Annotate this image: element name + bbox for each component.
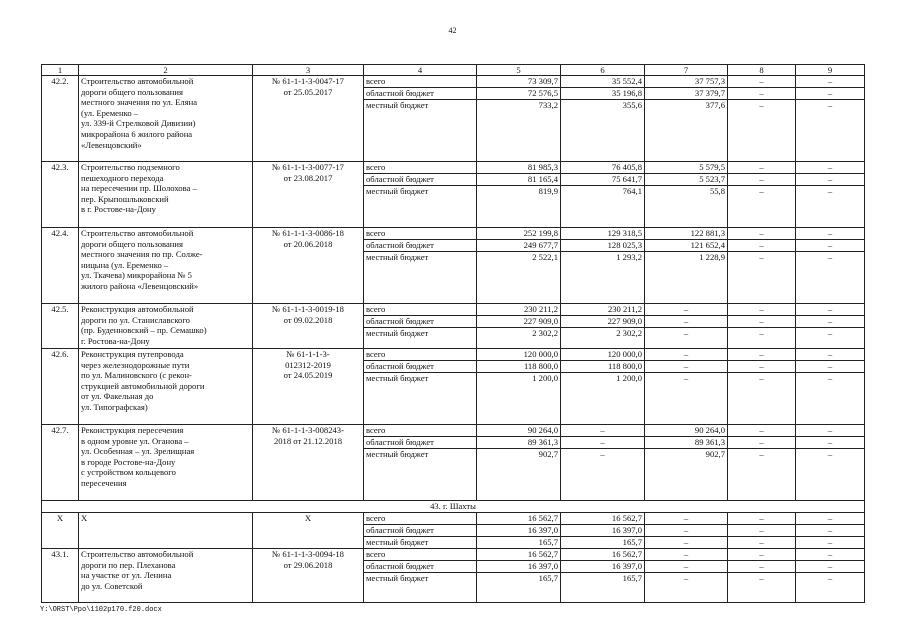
- amount-cell: –: [796, 162, 865, 174]
- amount-cell: –: [645, 549, 728, 561]
- amount-cell: –: [645, 537, 728, 549]
- column-number-5: 5: [477, 65, 561, 76]
- amount-cell: –: [796, 328, 865, 349]
- amount-cell: 230 211,2: [561, 304, 645, 316]
- funding-source: местный бюджет: [364, 449, 477, 501]
- document-number: № 61-1-1-3-0086-18 от 20.06.2018: [253, 228, 364, 304]
- object-name: Строительство автомобильной дороги по пер. Плеханова на участке от ул. Ленина до ул. Советской: [79, 549, 253, 603]
- amount-cell: 118 800,0: [477, 361, 561, 373]
- amount-cell: –: [796, 304, 865, 316]
- amount-cell: 165,7: [477, 573, 561, 603]
- amount-cell: –: [796, 100, 865, 162]
- amount-cell: –: [645, 373, 728, 425]
- funding-source: местный бюджет: [364, 537, 477, 549]
- amount-cell: –: [728, 349, 796, 361]
- row-number: 42.2.: [42, 76, 79, 162]
- funding-source: областной бюджет: [364, 316, 477, 328]
- amount-cell: 252 199,8: [477, 228, 561, 240]
- funding-source: областной бюджет: [364, 525, 477, 537]
- funding-source: всего: [364, 162, 477, 174]
- object-name: Х: [79, 513, 253, 549]
- amount-cell: 165,7: [561, 537, 645, 549]
- amount-cell: 16 562,7: [561, 549, 645, 561]
- amount-cell: –: [645, 361, 728, 373]
- amount-cell: 128 025,3: [561, 240, 645, 252]
- amount-cell: 37 379,7: [645, 88, 728, 100]
- amount-cell: –: [561, 437, 645, 449]
- amount-cell: 165,7: [561, 573, 645, 603]
- column-number-9: 9: [796, 65, 865, 76]
- amount-cell: –: [645, 316, 728, 328]
- amount-cell: 16 562,7: [561, 513, 645, 525]
- amount-cell: –: [728, 174, 796, 186]
- funding-source: областной бюджет: [364, 437, 477, 449]
- amount-cell: 73 309,7: [477, 76, 561, 88]
- column-number-4: 4: [364, 65, 477, 76]
- amount-cell: 377,6: [645, 100, 728, 162]
- amount-cell: –: [796, 537, 865, 549]
- amount-cell: 230 211,2: [477, 304, 561, 316]
- amount-cell: –: [796, 549, 865, 561]
- funding-source: областной бюджет: [364, 361, 477, 373]
- amount-cell: 129 318,5: [561, 228, 645, 240]
- table-row: [42, 425, 865, 437]
- amount-cell: 2 302,2: [561, 328, 645, 349]
- object-name: Реконструкция пересечения в одном уровне ул. Оганова – ул. Особенная – ул. Зрелищная в городе Ростове-на-Дону с устройством кольцевого пересечения: [79, 425, 253, 501]
- amount-cell: 89 361,3: [645, 437, 728, 449]
- amount-cell: –: [728, 549, 796, 561]
- amount-cell: –: [796, 449, 865, 501]
- amount-cell: –: [796, 228, 865, 240]
- object-name: Реконструкция путепровода через железнодорожные пути по ул. Малиновского (с рекон- струкцией автомобильной дороги от ул. Факельная до ул. Типографская): [79, 349, 253, 425]
- amount-cell: 90 264,0: [645, 425, 728, 437]
- amount-cell: 249 677,7: [477, 240, 561, 252]
- amount-cell: –: [728, 76, 796, 88]
- amount-cell: –: [645, 573, 728, 603]
- funding-source: местный бюджет: [364, 328, 477, 349]
- amount-cell: 81 165,4: [477, 174, 561, 186]
- amount-cell: 118 800,0: [561, 361, 645, 373]
- amount-cell: –: [796, 561, 865, 573]
- amount-cell: 35 552,4: [561, 76, 645, 88]
- amount-cell: –: [796, 88, 865, 100]
- amount-cell: 16 397,0: [561, 525, 645, 537]
- amount-cell: –: [728, 449, 796, 501]
- document-number: № 61-1-1-3-0019-18 от 09.02.2018: [253, 304, 364, 349]
- funding-source: всего: [364, 513, 477, 525]
- row-number: 43.1.: [42, 549, 79, 603]
- amount-cell: –: [645, 304, 728, 316]
- financing-table: [41, 64, 865, 603]
- amount-cell: –: [796, 349, 865, 361]
- amount-cell: 16 562,7: [477, 549, 561, 561]
- funding-source: всего: [364, 549, 477, 561]
- document-number: Х: [253, 513, 364, 549]
- amount-cell: –: [796, 252, 865, 304]
- object-name: Строительство подземного пешеходного перехода на пересечении пр. Шолохова – пер. Крыпошлыковский в г. Ростове-на-Дону: [79, 162, 253, 228]
- amount-cell: –: [561, 425, 645, 437]
- amount-cell: 2 302,2: [477, 328, 561, 349]
- amount-cell: –: [728, 316, 796, 328]
- section-row: [42, 501, 865, 513]
- object-name: Строительство автомобильной дороги общего пользования местного значения по ул. Еляна (ул. Еременко – ул. 339-й Стрелковой Дивизии) микрорайона 6 жилого района «Левенцовский»: [79, 76, 253, 162]
- column-number-1: 1: [42, 65, 79, 76]
- amount-cell: 5 523,7: [645, 174, 728, 186]
- amount-cell: –: [728, 425, 796, 437]
- document-number: № 61-1-1-3-0047-17 от 25.05.2017: [253, 76, 364, 162]
- table-row: [42, 349, 865, 361]
- amount-cell: –: [728, 513, 796, 525]
- amount-cell: –: [728, 304, 796, 316]
- amount-cell: –: [561, 449, 645, 501]
- amount-cell: –: [728, 228, 796, 240]
- table-row: [42, 162, 865, 174]
- amount-cell: 90 264,0: [477, 425, 561, 437]
- amount-cell: –: [728, 88, 796, 100]
- amount-cell: –: [796, 76, 865, 88]
- column-number-8: 8: [728, 65, 796, 76]
- header-row: [42, 65, 865, 76]
- amount-cell: –: [796, 316, 865, 328]
- table-row: [42, 549, 865, 561]
- amount-cell: 902,7: [645, 449, 728, 501]
- amount-cell: 1 200,0: [561, 373, 645, 425]
- object-name: Реконструкция автомобильной дороги по ул. Станиславского (пр. Буденновский – пр. Семашко) г. Ростова-на-Дону: [79, 304, 253, 349]
- amount-cell: 81 985,3: [477, 162, 561, 174]
- section-title: 43. г. Шахты: [42, 501, 865, 513]
- amount-cell: 819,9: [477, 186, 561, 228]
- amount-cell: –: [728, 437, 796, 449]
- funding-source: местный бюджет: [364, 100, 477, 162]
- amount-cell: 1 200,0: [477, 373, 561, 425]
- amount-cell: –: [796, 361, 865, 373]
- amount-cell: –: [796, 513, 865, 525]
- row-number: 42.5.: [42, 304, 79, 349]
- amount-cell: –: [645, 525, 728, 537]
- funding-source: всего: [364, 228, 477, 240]
- amount-cell: 2 522,1: [477, 252, 561, 304]
- amount-cell: 227 909,0: [561, 316, 645, 328]
- funding-source: всего: [364, 425, 477, 437]
- amount-cell: –: [728, 373, 796, 425]
- amount-cell: –: [645, 561, 728, 573]
- page-number: 42: [448, 26, 457, 35]
- amount-cell: 16 397,0: [477, 561, 561, 573]
- amount-cell: –: [728, 100, 796, 162]
- table-row: [42, 76, 865, 88]
- amount-cell: –: [728, 328, 796, 349]
- funding-source: всего: [364, 76, 477, 88]
- amount-cell: 1 228,9: [645, 252, 728, 304]
- column-number-6: 6: [561, 65, 645, 76]
- row-number: 42.3.: [42, 162, 79, 228]
- amount-cell: 16 562,7: [477, 513, 561, 525]
- funding-source: всего: [364, 304, 477, 316]
- document-number: № 61-1-1-3-008243- 2018 от 21.12.2018: [253, 425, 364, 501]
- amount-cell: –: [728, 573, 796, 603]
- amount-cell: –: [796, 240, 865, 252]
- column-number-3: 3: [253, 65, 364, 76]
- funding-source: местный бюджет: [364, 573, 477, 603]
- amount-cell: 122 881,3: [645, 228, 728, 240]
- amount-cell: –: [728, 361, 796, 373]
- table-row: [42, 304, 865, 316]
- amount-cell: –: [728, 240, 796, 252]
- file-path-footer: Y:\ORST\Ppo\1102p170.f20.docx: [40, 606, 162, 614]
- amount-cell: 72 576,5: [477, 88, 561, 100]
- amount-cell: –: [796, 425, 865, 437]
- amount-cell: 120 000,0: [477, 349, 561, 361]
- amount-cell: –: [728, 252, 796, 304]
- amount-cell: 764,1: [561, 186, 645, 228]
- row-number: 42.4.: [42, 228, 79, 304]
- amount-cell: 76 405,8: [561, 162, 645, 174]
- amount-cell: 355,6: [561, 100, 645, 162]
- amount-cell: –: [796, 174, 865, 186]
- object-name: Строительство автомобильной дороги общего пользования местного значения по пр. Солже- ницына (ул. Еременко – ул. Ткачева) микрорайона № 5 жилого района «Левенцовский»: [79, 228, 253, 304]
- funding-source: местный бюджет: [364, 186, 477, 228]
- amount-cell: –: [796, 373, 865, 425]
- funding-source: местный бюджет: [364, 252, 477, 304]
- amount-cell: 733,2: [477, 100, 561, 162]
- document-number: № 61-1-1-3-0077-17 от 23.08.2017: [253, 162, 364, 228]
- amount-cell: 37 757,3: [645, 76, 728, 88]
- amount-cell: 89 361,3: [477, 437, 561, 449]
- amount-cell: –: [645, 513, 728, 525]
- amount-cell: 902,7: [477, 449, 561, 501]
- amount-cell: 5 579,5: [645, 162, 728, 174]
- amount-cell: 121 652,4: [645, 240, 728, 252]
- row-number: 42.7.: [42, 425, 79, 501]
- funding-source: областной бюджет: [364, 561, 477, 573]
- row-number: 42.6.: [42, 349, 79, 425]
- column-number-7: 7: [645, 65, 728, 76]
- row-number: Х: [42, 513, 79, 549]
- amount-cell: 35 196,8: [561, 88, 645, 100]
- amount-cell: –: [796, 186, 865, 228]
- amount-cell: –: [728, 525, 796, 537]
- amount-cell: –: [796, 525, 865, 537]
- amount-cell: –: [728, 162, 796, 174]
- funding-source: всего: [364, 349, 477, 361]
- funding-source: областной бюджет: [364, 88, 477, 100]
- amount-cell: 165,7: [477, 537, 561, 549]
- amount-cell: 1 293,2: [561, 252, 645, 304]
- amount-cell: 55,8: [645, 186, 728, 228]
- amount-cell: –: [645, 349, 728, 361]
- funding-source: областной бюджет: [364, 174, 477, 186]
- amount-cell: –: [728, 186, 796, 228]
- table-row: [42, 513, 865, 525]
- amount-cell: 16 397,0: [477, 525, 561, 537]
- amount-cell: 227 909,0: [477, 316, 561, 328]
- amount-cell: 16 397,0: [561, 561, 645, 573]
- amount-cell: –: [796, 437, 865, 449]
- document-number: № 61-1-1-3- 012312-2019 от 24.05.2019: [253, 349, 364, 425]
- document-number: № 61-1-1-3-0094-18 от 29.06.2018: [253, 549, 364, 603]
- table-row: [42, 228, 865, 240]
- amount-cell: –: [728, 537, 796, 549]
- amount-cell: –: [796, 573, 865, 603]
- column-number-2: 2: [79, 65, 253, 76]
- funding-source: местный бюджет: [364, 373, 477, 425]
- amount-cell: –: [728, 561, 796, 573]
- amount-cell: 75 641,7: [561, 174, 645, 186]
- funding-source: областной бюджет: [364, 240, 477, 252]
- amount-cell: 120 000,0: [561, 349, 645, 361]
- amount-cell: –: [645, 328, 728, 349]
